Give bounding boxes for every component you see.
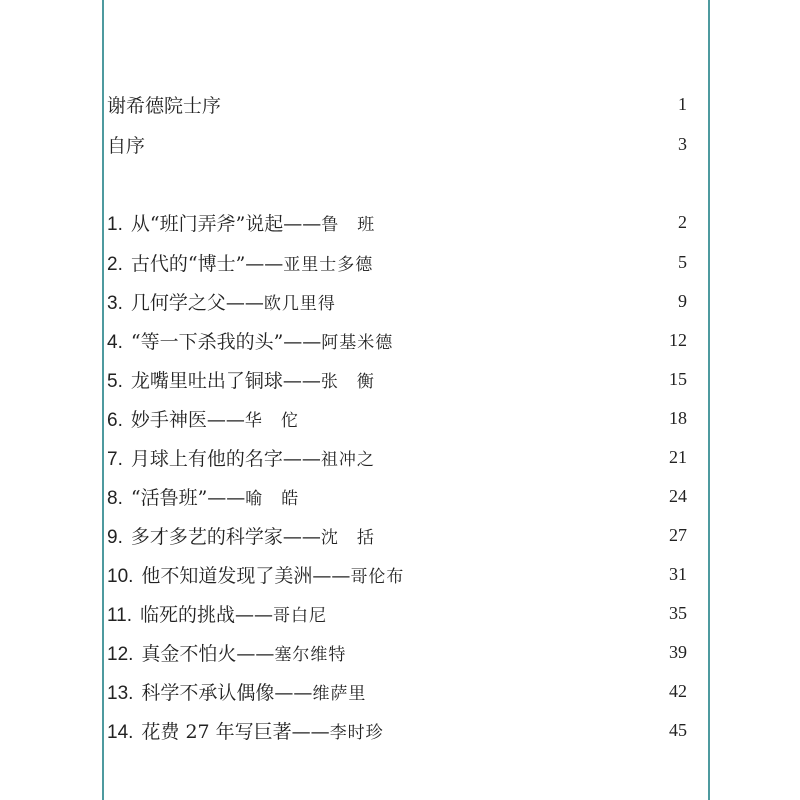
chapter-number: 2. [107, 253, 123, 275]
chapter-author: 李时珍 [329, 722, 384, 743]
page-number: 39 [669, 641, 687, 662]
toc-chapter-row[interactable] [107, 403, 687, 433]
page-number: 24 [669, 485, 687, 506]
chapter-author: 哥伦布 [350, 566, 405, 587]
chapter-title: 月球上有他的名字—— [130, 447, 321, 470]
chapter-number: 1. [107, 213, 123, 235]
chapter-author: 维萨里 [312, 683, 367, 704]
toc-chapter-row[interactable] [107, 559, 687, 589]
chapter-number: 5. [107, 370, 123, 392]
toc-chapter-row[interactable] [107, 715, 687, 745]
chapter-author: 喻 皓 [245, 488, 300, 509]
chapter-author: 亚里士多德 [283, 254, 374, 275]
chapter-author: 阿基米德 [321, 332, 394, 353]
page-number: 2 [678, 211, 687, 232]
chapter-number: 14. [107, 721, 134, 743]
toc-chapter-row[interactable] [107, 520, 687, 550]
chapter-title: “活鲁班”—— [130, 486, 246, 509]
toc-chapter-row[interactable] [107, 364, 687, 394]
chapter-title: 科学不承认偶像—— [141, 681, 313, 704]
chapter-number: 10. [107, 565, 134, 587]
left-border-line [102, 0, 104, 800]
page-number: 3 [678, 133, 687, 154]
chapter-number: 7. [107, 448, 123, 470]
page-number: 31 [669, 563, 687, 584]
toc-chapter-row[interactable] [107, 442, 687, 472]
chapter-title: 他不知道发现了美洲—— [141, 564, 351, 587]
page-number: 9 [678, 290, 687, 311]
page-number: 12 [669, 329, 687, 350]
toc-chapter-row[interactable] [107, 598, 687, 628]
chapter-author: 华 佗 [244, 410, 299, 431]
toc-chapter-row[interactable] [107, 286, 687, 316]
chapter-number: 12. [107, 643, 134, 665]
chapter-author: 欧几里得 [263, 293, 336, 314]
right-border-line [708, 0, 710, 800]
page-number: 5 [678, 251, 687, 272]
toc-preface-row[interactable] [107, 129, 687, 159]
chapter-title: “等一下杀我的头”—— [130, 330, 322, 353]
page-number: 21 [669, 446, 687, 467]
page-number: 15 [669, 368, 687, 389]
chapter-title: 花费 27 年写巨著—— [141, 720, 330, 743]
page-number: 35 [669, 602, 687, 623]
chapter-title: 龙嘴里吐出了铜球—— [130, 369, 321, 392]
chapter-author: 塞尔维特 [274, 644, 347, 665]
chapter-number: 13. [107, 682, 134, 704]
chapter-title: 临死的挑战—— [140, 603, 274, 626]
page-number: 27 [669, 524, 687, 545]
chapter-title: 古代的“博士”—— [130, 252, 284, 275]
chapter-author: 祖冲之 [320, 449, 375, 470]
chapter-author: 哥白尼 [273, 605, 328, 626]
chapter-number: 8. [107, 487, 123, 509]
chapter-title: 多才多艺的科学家—— [130, 525, 321, 548]
toc-chapter-row[interactable] [107, 247, 687, 277]
chapter-title: 从“班门弄斧”说起—— [130, 212, 322, 235]
page-number: 18 [669, 407, 687, 428]
chapter-number: 3. [107, 292, 123, 314]
page-number: 45 [669, 719, 687, 740]
toc-chapter-row[interactable] [107, 325, 687, 355]
chapter-number: 4. [107, 331, 123, 353]
chapter-author: 张 衡 [320, 371, 375, 392]
chapter-number: 11. [107, 604, 133, 626]
toc-chapter-row[interactable] [107, 676, 687, 706]
chapter-number: 9. [107, 526, 123, 548]
chapter-title: 妙手神医—— [130, 408, 245, 431]
toc-chapter-row[interactable] [107, 637, 687, 667]
chapter-title: 真金不怕火—— [141, 642, 275, 665]
preface-title: 自序 [107, 134, 146, 157]
chapter-author: 鲁 班 [321, 214, 376, 235]
chapter-author: 沈 括 [320, 527, 375, 548]
toc-chapter-row[interactable] [107, 481, 687, 511]
preface-title: 谢希德院士序 [107, 94, 222, 117]
toc-chapter-row[interactable] [107, 207, 687, 237]
page-number: 1 [678, 93, 687, 114]
chapter-title: 几何学之父—— [130, 291, 264, 314]
page-number: 42 [669, 680, 687, 701]
chapter-number: 6. [107, 409, 123, 431]
toc-preface-row[interactable] [107, 89, 687, 119]
